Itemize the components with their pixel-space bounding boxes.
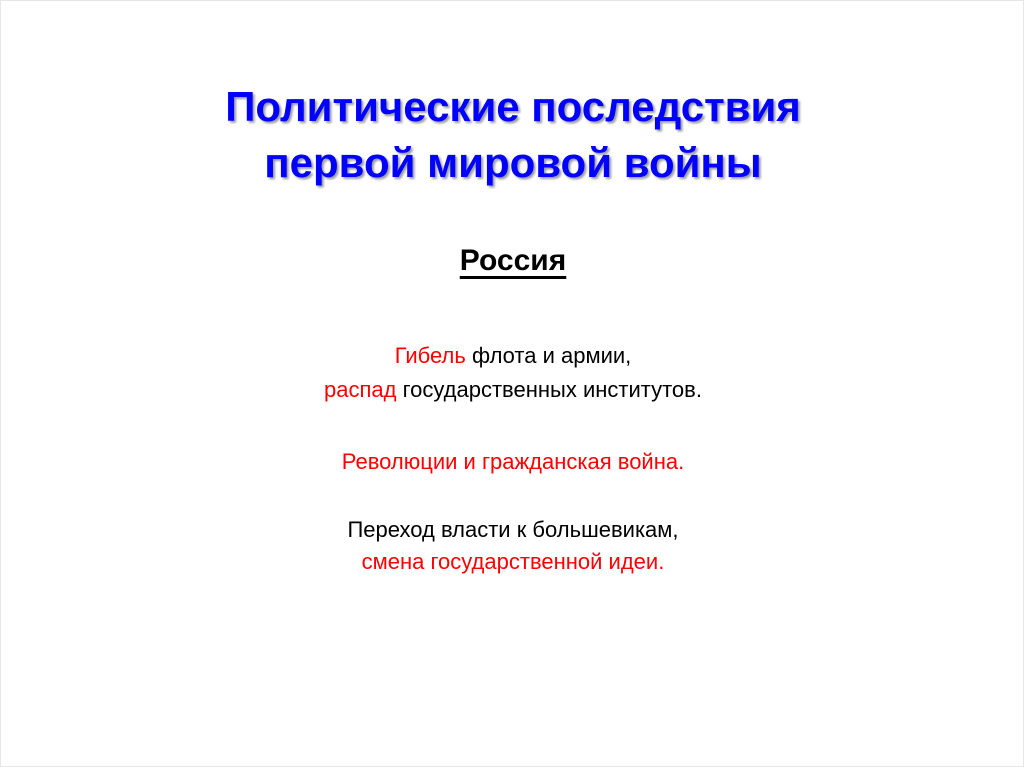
text-line-2 [1,375,1024,405]
body-text: государственных институтов. [396,377,702,402]
text-line-5 [1,547,1024,577]
highlight-text: Революции и гражданская война. [341,449,685,474]
highlight-text: смена государственной идеи. [361,549,665,574]
text-line-1 [1,341,1024,371]
slide-subtitle [1,241,1024,281]
highlight-text: распад [324,377,397,402]
text-line-3 [1,447,1024,477]
body-text: флота и армии, [465,343,632,368]
highlight-text: Гибель [394,343,466,368]
subtitle-text: Россия [459,244,567,277]
slide-title-line-1: Политические последствия [225,83,801,130]
slide-title-line-2: первой мировой войны [264,139,762,186]
text-line-4 [1,515,1024,545]
body-text: Переход власти к большевикам, [347,517,679,542]
